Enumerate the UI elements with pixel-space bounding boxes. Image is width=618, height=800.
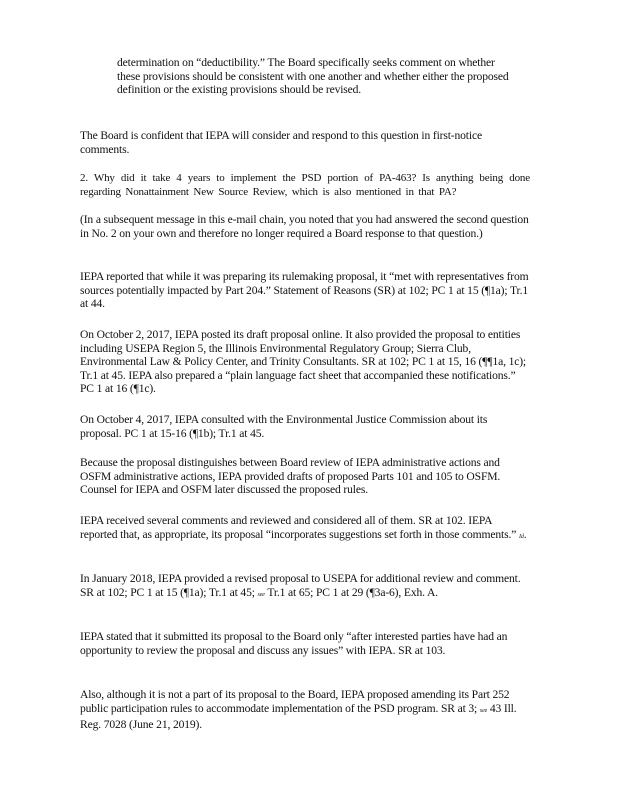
part-252-text: Also, although it is not a part of its proposal to the Board, IEPA proposed amending its Part 252 public participation rules to accommodate implementation of the PSD program. SR at 3;: [80, 688, 510, 715]
paragraph-october-4: On October 4, 2017, IEPA consulted with the Environmental Justice Commission about its proposal. PC 1 at 15-16 (¶1b); Tr.1 at 45.: [80, 413, 488, 440]
comments-text: IEPA received several comments and reviewed and considered all of them. SR at 102. IEPA reported that, as appropriate, its proposal “incorporates suggestions set forth in those comments.”: [80, 514, 517, 541]
question-2-note: (In a subsequent message in this e-mail chain, you noted that you had answered the second question in No. 2 on your own and therefore no longer required a Board response to that question.): [80, 213, 529, 240]
paragraph-october-2: On October 2, 2017, IEPA posted its draft proposal online. It also provided the proposal to entities including USEPA Region 5, the Illinois Environmental Regulatory Group; Sierra Club, Environmental Law & Policy Center, and Trinity Consultants. SR at 102; PC 1 at 15, 16 (¶¶1a, 1c); Tr.1 at 45. IEPA also prepared a “plain language fact sheet that accompanied these notifications.” PC 1 at 16 (¶1c).: [80, 328, 527, 396]
see-signal-2: see: [479, 707, 488, 714]
comments-end: .: [523, 527, 527, 541]
paragraph-met-representatives: IEPA reported that while it was preparing its rulemaking proposal, it “met with representatives from sources potentially impacted by Part 204.” Statement of Reasons (SR) at 102; PC 1 at 15 (¶1a); Tr.1 at 44.: [80, 270, 529, 311]
question-2: 2. Why did it take 4 years to implement the PSD portion of PA-463? Is anything being done regarding Nonattainment New Source Review, which is also mentioned in that PA?: [80, 172, 530, 198]
january-text: In January 2018, IEPA provided a revised proposal to USEPA for additional review and comment. SR at 102; PC 1 at 15 (¶1a); Tr.1 at 45;: [80, 572, 521, 599]
paragraph-osfm: Because the proposal distinguishes between Board review of IEPA administrative actions and OSFM administrative actions, IEPA provided drafts of proposed Parts 101 and 105 to OSFM. Counsel for IEPA and OSFM later discussed the proposed rules.: [80, 456, 501, 497]
january-cites: Tr.1 at 65; PC 1 at 29 (¶3a-6), Exh. A.: [267, 585, 438, 599]
see-signal: see: [257, 591, 265, 598]
paragraph-part-252: [80, 688, 530, 732]
paragraph-comments-received: [80, 514, 530, 544]
paragraph-submitted-proposal: IEPA stated that it submitted its proposal to the Board only “after interested parties have had an opportunity to review the proposal and discuss any issues” with IEPA. SR at 103.: [80, 630, 508, 657]
paragraph-deductibility: determination on “deductibility.” The Board specifically seeks comment on whether these provisions should be consistent with one another and whether either the proposed definition or the existing provisions should be revised.: [117, 56, 509, 97]
paragraph-board-confident: The Board is confident that IEPA will consider and respond to this question in first-notice comments.: [80, 129, 482, 156]
id-citation: Id: [518, 533, 524, 540]
paragraph-january-2018: [80, 572, 530, 602]
part-252-cite: 43 Ill. Reg. 7028 (June 21, 2019).: [80, 701, 517, 732]
